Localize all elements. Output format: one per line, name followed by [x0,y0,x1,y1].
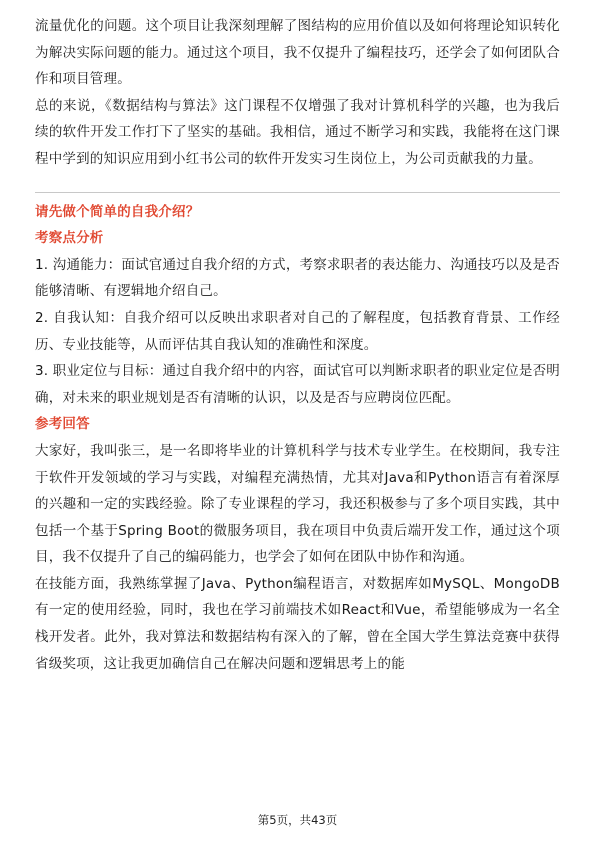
intro-paragraph: 总的来说，《数据结构与算法》这门课程不仅增强了我对计算机科学的兴趣，也为我后续的软件开发工作打下了坚实的基础。我相信，通过不断学习和实践，我能将在这门课程中学到的知识应用到小红书公司的软件开发实习生岗位上，为公司贡献我的力量。 [35,97,560,167]
answer-heading: 参考回答 [35,416,90,433]
page-number: 第5页，共43页 [257,813,338,827]
question-title: 请先做个简单的自我介绍？ [35,203,200,220]
analysis-item: 3. 职业定位与目标：通过自我介绍中的内容，面试官可以判断求职者的职业定位是否明确，对未来的职业规划是否有清晰的认识，以及是否与应聘岗位匹配。 [35,363,560,406]
section-gap [35,173,560,189]
analysis-heading: 考察点分析 [35,230,104,247]
answer-paragraph: 在技能方面，我熟练掌握了Java、Python编程语言，对数据库如MySQL、MongoDB有一定的使用经验，同时，我也在学习前端技术如React和Vue，希望能够成为一名全栈开发者。此外，我对算法和数据结构有深入的了解，曾在全国大学生算法竞赛中获得省级奖项，这让我更加确信自己在解决问题和逻辑思考上的能 [35,575,560,672]
analysis-item: 2. 自我认知：自我介绍可以反映出求职者对自己的了解程度，包括教育背景、工作经历、专业技能等，从而评估其自我认知的准确性和深度。 [35,309,560,353]
section-divider [35,192,560,193]
answer-paragraph: 大家好，我叫张三，是一名即将毕业的计算机科学与技术专业学生。在校期间，我专注于软件开发领域的学习与实践，对编程充满热情，尤其对Java和Python语言有着深厚的兴趣和一定的实践经验。除了专业课程的学习，我还积极参与了多个项目实践，其中包括一个基于Spring Boot的微服务项目，我在项目中负责后端开发工作，通过这个项目，我不仅提升了自己的编码能力，也学会了如何在团队中协作和沟通。 [35,442,560,566]
analysis-item: 1. 沟通能力：面试官通过自我介绍的方式，考察求职者的表达能力、沟通技巧以及是否能够清晰、有逻辑地介绍自己。 [35,256,560,300]
page-content [35,13,560,677]
intro-paragraph: 流量优化的问题。这个项目让我深刻理解了图结构的应用价值以及如何将理论知识转化为解决实际问题的能力。通过这个项目，我不仅提升了编程技巧，还学会了如何团队合作和项目管理。 [35,18,560,88]
